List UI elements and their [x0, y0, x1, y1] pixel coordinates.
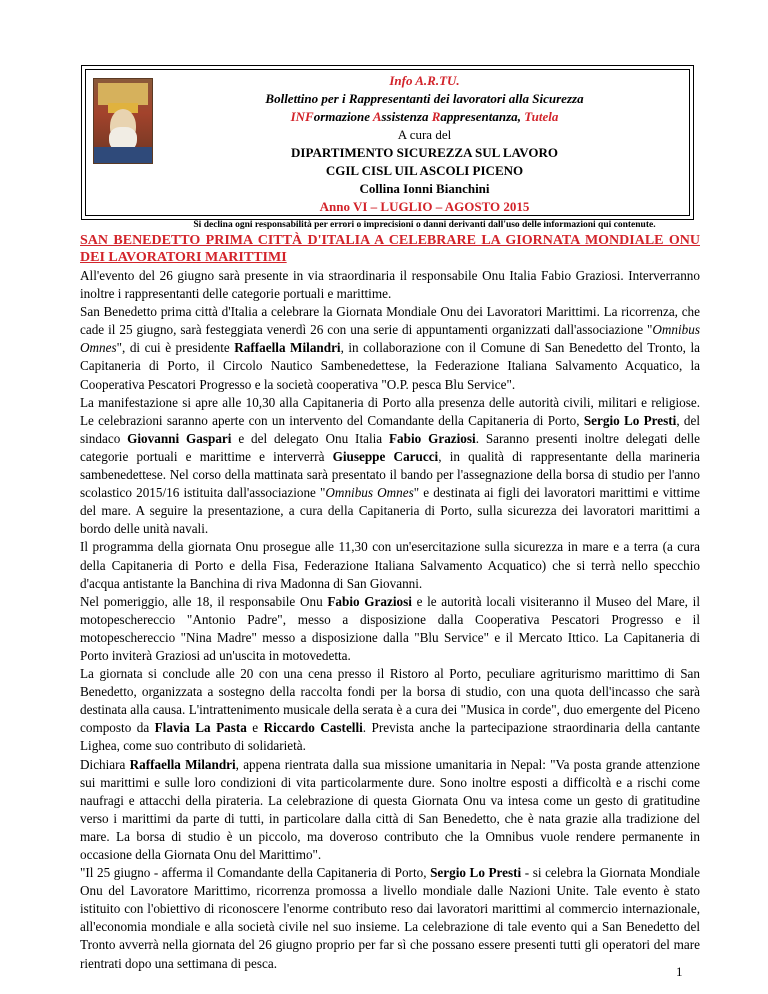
p6-text-e: . Prevista anche la partecipazione straordinaria della cantante Lighea, come suo contributo di solidarietà.	[80, 720, 701, 754]
p7-text-a: Dichiara	[80, 756, 130, 772]
paragraph-6	[80, 665, 700, 755]
acronym-ssistenza: ssistenza	[381, 109, 432, 124]
bulletin-subtitle: Bollettino per i Rappresentanti dei lavoratori alla Sicurezza	[265, 91, 584, 106]
p3-mayor: Giovanni Gaspari	[127, 430, 232, 446]
acronym-appresentanza: appresentanza	[440, 109, 518, 124]
p2-association: Omnibus Omnes	[80, 322, 700, 356]
p2-text-a: San Benedetto prima città d'Italia a celebrare la Giornata Mondiale Onu dei Lavoratori Marittimi. La ricorrenza, che cade il 25 giugno, sarà festeggiata venerdì 26 con una serie di appuntamenti organizzati dall'associazione "	[80, 304, 700, 338]
p7-text-c: , appena rientrata dalla sua missione umanitaria in Nepal: "Va posta grande attenzione sui marittimi e sulle loro condizioni di vita particolarmente dure. Sono inoltre esposti a difficoltà e a rischi come naufragi e attacchi della pirateria. La celebrazione di questa Giornata Onu va intesa come un gesto di gratitudine verso i marittimi da parte di tutti, in particolare dalla città di San Benedetto, che è nata grazie alla tradizione del mare. La borsa di studio è un piccolo, ma doveroso contributo che la Omnibus vuole rendere permanente in occasione della Giornata Onu del Marittimo".	[80, 756, 700, 862]
book-cover-image	[93, 78, 153, 164]
article-body	[80, 267, 700, 973]
p3-association: Omnibus Omnes	[325, 485, 414, 501]
p5-text-a: Nel pomeriggio, alle 18, il responsabile Onu	[80, 593, 328, 609]
acronym-comma: ,	[517, 109, 525, 124]
p3-commander: Sergio Lo Presti	[583, 412, 677, 428]
issue-date: Anno VI – LUGLIO – AGOSTO 2015	[319, 199, 530, 214]
p3-text-e: e del delegato Onu Italia	[231, 430, 389, 446]
p8-text-c: - si celebra la Giornata Mondiale Onu del Lavoratore Marittimo, ricorrenza promossa a livello mondiale dalle Nazioni Unite. Tale evento è stato istituito con l'obiettivo di riconoscere l'enorme contributo reso dai lavoratori marittimi al commercio internazionale, all'economia mondiale e alla società civile nel suo insieme. La celebrazione di tale evento qui a San Benedetto del Tronto avverrà nella giornata del 26 giugno proprio per far sì che possano essere presenti tutti gli operatori del mare rientrati dopo una settimana di pesca.	[80, 865, 700, 971]
acronym-utela: utela	[531, 109, 559, 124]
bulletin-name: Info A.R.TU.	[389, 73, 460, 88]
p6-text-a: La giornata si conclude alle 20 con una cena presso il Ristoro al Porto, peculiare agriturismo marittimo di San Benedetto, organizzata a sostegno della raccolta fondi per la borsa di studio, con una quota dell'incasso che sarà destinata alla causa. L'intrattenimento musicale della serata è a cura dei "Musica in corde", duo emergente del Piceno composto da	[80, 666, 700, 736]
curated-by: A cura del	[397, 127, 452, 142]
p3-text-a: La manifestazione si apre alle 10,30 alla Capitaneria di Porto alla presenza delle autorità civili, militari e religiose. Le celebrazioni saranno aperte con un intervento del Comandante della Capitaneria di Porto,	[80, 394, 700, 428]
cover-title-band	[98, 83, 148, 105]
department-name: DIPARTIMENTO SICUREZZA SUL LAVORO	[291, 145, 558, 160]
p7-president: Raffaella Milandri	[129, 756, 236, 772]
paragraph-8	[80, 864, 700, 973]
header-inner-border	[85, 69, 690, 230]
paragraph-1: All'evento del 26 giugno sarà presente in via straordinaria il responsabile Onu Italia Fabio Graziosi. Interverranno inoltre i rappresentanti delle categorie portuali e marittime.	[80, 268, 700, 302]
p2-president: Raffaella Milandri	[234, 340, 341, 356]
acronym-inf: INF	[290, 109, 314, 124]
authors: Collina Ionni Bianchini	[359, 181, 490, 196]
bulletin-acronym-line	[166, 108, 683, 126]
acronym-t: T	[524, 109, 532, 124]
p3-text-g: . Saranno presenti inoltre delegati delle categorie portuali e marittime e interverrà	[80, 430, 700, 464]
p2-text-e: , in collaborazione con il Comune di San Benedetto del Tronto, la Capitaneria di Porto, il Circolo Nautico Sambenedettese, la Federazione Italiana Salvamento Acquatico, la Cooperativa Pescatori Progresso e la società cooperativa "O.P. pesca Blu Service".	[80, 340, 700, 392]
p3-text-c: , del sindaco	[80, 412, 700, 446]
unions-name: CGIL CISL UIL ASCOLI PICENO	[325, 163, 524, 178]
p8-text-a: "Il 25 giugno - afferma il Comandante della Capitaneria di Porto,	[80, 865, 431, 881]
p3-text-i: , in qualità di rappresentante della marineria sambenedettese. Nel corso della mattinata sarà presentato il bando per l'assegnazione della borsa di studio per l'anno scolastico 2015/16 istituita dall'associazione "	[80, 448, 700, 501]
header-box	[81, 65, 694, 230]
paragraph-5	[80, 593, 700, 665]
disclaimer: Si declina ogni responsabilità per errori o imprecisioni o danni derivanti dall'uso delle informazioni qui contenute.	[193, 220, 656, 230]
paragraph-7	[80, 756, 700, 865]
p6-musician-1: Flavia La Pasta	[154, 720, 247, 736]
p6-text-c: e	[246, 720, 264, 736]
p8-commander: Sergio Lo Presti	[430, 865, 522, 881]
header-text	[166, 72, 683, 232]
page-number: 1	[676, 964, 683, 979]
cover-robe	[94, 147, 152, 163]
p5-text-c: e le autorità locali visiteranno il Museo del Mare, il motopeschereccio "Antonio Padre", messo a disposizione dalla Cooperativa Pescatori Progresso e il motopeschereccio "Nina Madre" messo a disposizione dalla "Blu Service" e il Mercato Ittico. La Capitaneria di Porto inviterà Graziosi ad un'uscita in motovedetta.	[80, 593, 700, 663]
paragraph-4: Il programma della giornata Onu prosegue alle 11,30 con un'esercitazione sulla sicurezza in mare e a terra (a cura della Capitaneria di Porto e della Fisa, Federazione Italiana Salvamento Acquatico) che si terrà nello specchio d'acqua antistante la Banchina di riva Madonna di San Giovanni.	[80, 539, 700, 591]
acronym-a: A	[372, 109, 382, 124]
acronym-ormazione: ormazione	[313, 109, 373, 124]
p2-text-c: ", di cui è presidente	[116, 340, 235, 356]
p6-musician-2: Riccardo Castelli	[263, 720, 363, 736]
acronym-r: R	[431, 109, 441, 124]
p5-delegate: Fabio Graziosi	[327, 593, 412, 609]
p3-text-k: " e destinata ai figli dei lavoratori marittimi e vittime del mare. A seguire la presentazione, a cura della Capitaneria di Porto, sulla sicurezza dei lavoratori marittimi a bordo delle unità navali.	[80, 485, 700, 537]
p3-representative: Giuseppe Carucci	[332, 448, 439, 464]
p3-delegate: Fabio Graziosi	[389, 430, 476, 446]
paragraph-2	[80, 303, 700, 393]
article-title: SAN BENEDETTO PRIMA CITTÀ D'ITALIA A CELEBRARE LA GIORNATA MONDIALE ONU DEI LAVORATORI MARITTIMI	[80, 233, 700, 265]
paragraph-3	[80, 394, 700, 539]
